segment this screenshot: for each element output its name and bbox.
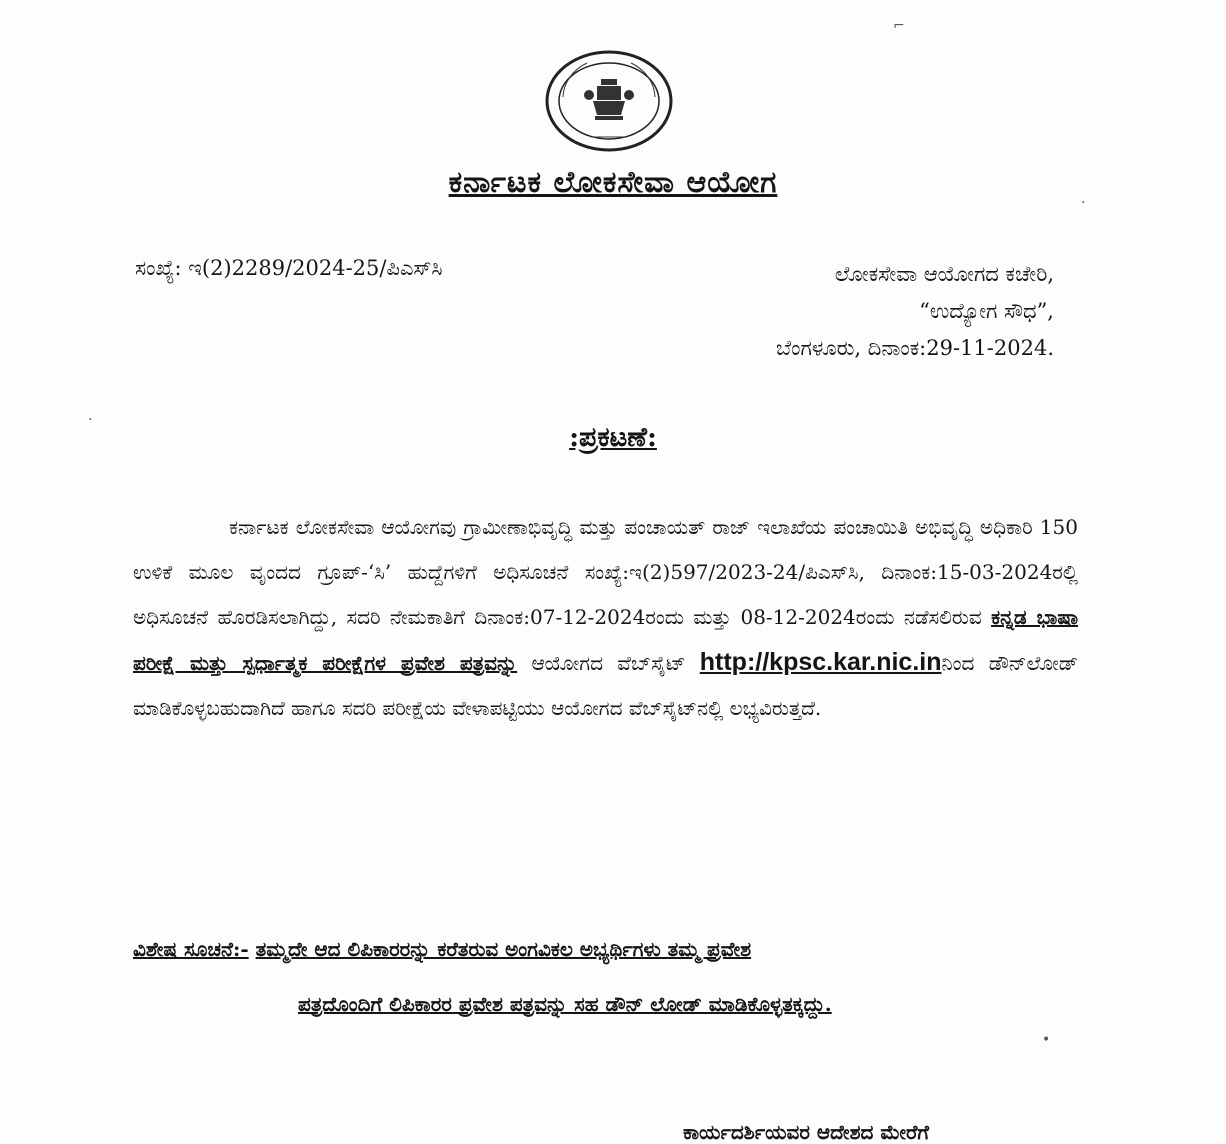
body-part-3: ನಿಂದ ಡೌನ್‌ಲೋಡ್ ಮಾಡಿಕೊಳ್ಳಬಹುದಾಗಿದೆ ಹಾಗೂ ಸದರಿ ಪರೀಕ್ಷೆಯ ವೇಳಾಪಟ್ಟಿಯು ಆಯೋಗದ ವೆಬ್‌ಸೈಟ್‌ನಲ್ಲಿ ಲಭ್ಯವಿರುತ್ತದೆ. (133, 651, 1078, 720)
special-note (133, 922, 1063, 1032)
scan-dot: • (1042, 1032, 1051, 1048)
reference-number: ಸಂಖ್ಯೆ: ಇ(2)2289/2024-25/ಪಿಎಸ್‌ಸಿ (135, 256, 443, 280)
office-address-block (776, 256, 1054, 367)
organization-title: ಕರ್ನಾಟಕ ಲೋಕಸೇವಾ ಆಯೋಗ (448, 165, 778, 200)
office-date: ಬೆಂಗಳೂರು, ದಿನಾಂಕ:29-11-2024. (775, 336, 1054, 360)
office-building: “ಉದ್ಯೋಗ ಸೌಧ”, (919, 299, 1054, 323)
scan-dot: · (1081, 195, 1086, 211)
scan-mark: ⌐ (893, 18, 905, 34)
body-part-1: ಕರ್ನಾಟಕ ಲೋಕಸೇವಾ ಆಯೋಗವು ಗ್ರಾಮೀಣಾಭಿವೃದ್ಧಿ ಮತ್ತು ಪಂಚಾಯತ್ ರಾಜ್ ಇಲಾಖೆಯ ಪಂಚಾಯಿತಿ ಅಭಿವೃದ್ಧಿ ಅಧಿಕಾರಿ 150 ಉಳಿಕೆ ಮೂಲ ವೃಂದದ ಗ್ರೂಪ್-‘ಸಿ’ ಹುದ್ದೆಗಳಿಗೆ ಅಧಿಸೂಚನೆ ಸಂಖ್ಯೆ:ಇ(2)597/2023-24/ಪಿಎಸ್‌ಸಿ, ದಿನಾಂಕ:15-03-2024ರಲ್ಲಿ ಅಧಿಸೂಚನೆ ಹೊರಡಿಸಲಾಗಿದ್ದು, ಸದರಿ ನೇಮಕಾತಿಗೆ ದಿನಾಂಕ:07-12-2024ರಂದು ಮತ್ತು 08-12-2024ರಂದು ನಡೆಸಲಿರುವ (133, 515, 1078, 629)
body-emphasis: ಕನ್ನಡ ಭಾಷಾ ಪರೀಕ್ಷೆ ಮತ್ತು ಸ್ಪರ್ಧಾತ್ಮಕ ಪರೀಕ್ಷೆಗಳ ಪ್ರವೇಶ ಪತ್ರವನ್ನು (133, 605, 1079, 675)
website-link[interactable]: http://kpsc.kar.nic.in (699, 648, 942, 676)
special-note-line-1: ತಮ್ಮದೇ ಆದ ಲಿಪಿಕಾರರನ್ನು ಕರೆತರುವ ಅಂಗವಿಕಲ ಅಭ್ಯರ್ಥಿಗಳು ತಮ್ಮ ಪ್ರವೇಶ (255, 937, 752, 961)
announcement-body (133, 505, 1078, 731)
special-note-line-2: ಪತ್ರದೊಂದಿಗೆ ಲಿಪಿಕಾರರ ಪ್ರವೇಶ ಪತ್ರವನ್ನು ಸಹ ಡೌನ್ ಲೋಡ್ ಮಾಡಿಕೊಳ್ಳತಕ್ಕದ್ದು. (298, 992, 832, 1016)
announcement-heading: :ಪ್ರಕಟಣೆ: (569, 422, 657, 453)
scan-dot: · (88, 412, 93, 428)
kpsc-seal-logo (543, 49, 675, 153)
body-part-2: ಆಯೋಗದ ವೆಬ್‌ಸೈಟ್ (531, 651, 686, 675)
signature-line: ಕಾರ್ಯದರ್ಶಿಯವರ ಆದೇಶದ ಮೇರೆಗೆ (683, 1120, 929, 1144)
special-note-label: ವಿಶೇಷ ಸೂಚನೆ:- (133, 937, 249, 961)
office-line: ಲೋಕಸೇವಾ ಆಯೋಗದ ಕಚೇರಿ, (834, 262, 1054, 286)
